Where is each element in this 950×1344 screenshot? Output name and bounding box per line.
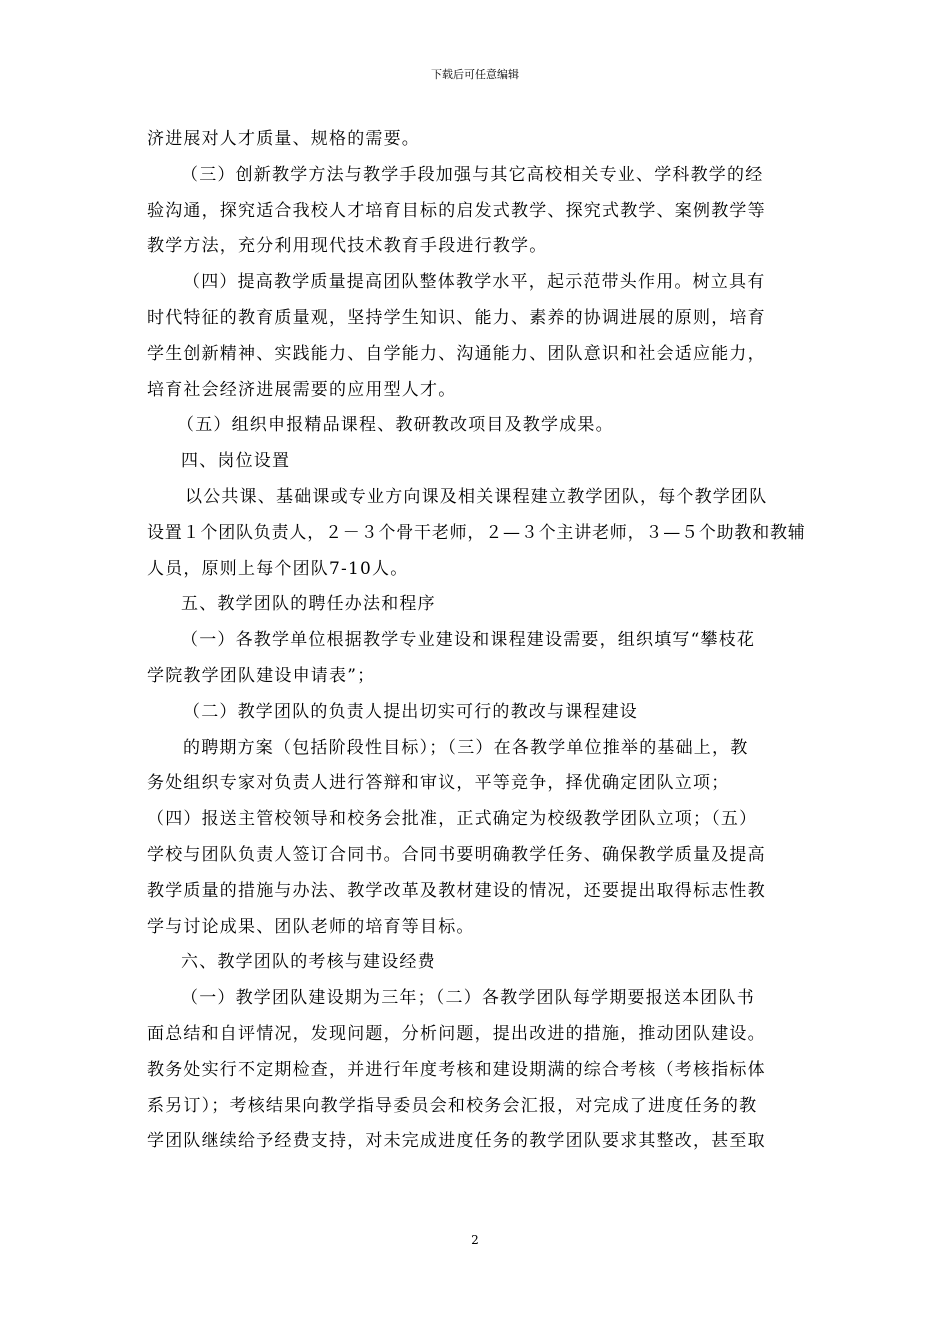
text-line: 六、教学团队的考核与建设经费 xyxy=(181,952,436,973)
text-line: 学院教学团队建设申请表”； xyxy=(147,665,376,686)
text-line: 学团队继续给予经费支持，对未完成进度任务的教学团队要求其整改，甚至取 xyxy=(147,1131,766,1152)
text-line: 人员，原则上每个团队7-10人。 xyxy=(147,558,409,579)
text-line: 验沟通，探究适合我校人才培育目标的启发式教学、探究式教学、案例教学等 xyxy=(147,200,766,221)
text-line: 培育社会经济进展需要的应用型人才。 xyxy=(147,379,457,400)
text-line: 教务处实行不定期检查，并进行年度考核和建设期满的综合考核（考核指标体 xyxy=(147,1059,766,1080)
page-number: 2 xyxy=(471,1233,479,1247)
text-line: （三）创新教学方法与教学手段加强与其它高校相关专业、学科教学的经 xyxy=(181,164,764,185)
text-line: 时代特征的教育质量观，坚持学生知识、能力、素养的协调进展的原则，培育 xyxy=(147,307,766,328)
document-body xyxy=(147,122,807,1160)
text-line: 务处组织专家对负责人进行答辩和审议，平等竞争，择优确定团队立项； xyxy=(147,773,730,794)
text-line: （一）教学团队建设期为三年；（二）各教学团队每学期要报送本团队书 xyxy=(181,988,755,1009)
text-line: 设置１个团队负责人，２－３个骨干老师，２—３个主讲老师，３—５个助教和教辅 xyxy=(147,522,806,543)
text-line: 的聘期方案（包括阶段性目标）；（三）在各教学单位推举的基础上，教 xyxy=(183,737,749,758)
text-line: （五）组织申报精品课程、教研教改项目及教学成果。 xyxy=(177,415,614,436)
text-line: 五、教学团队的聘任办法和程序 xyxy=(181,594,436,615)
text-line: 学校与团队负责人签订合同书。合同书要明确教学任务、确保教学质量及提高 xyxy=(147,844,766,865)
text-line: （二）教学团队的负责人提出切实可行的教改与课程建设 xyxy=(183,701,638,722)
text-line: 系另订）；考核结果向教学指导委员会和校务会汇报，对完成了进度任务的教 xyxy=(147,1095,758,1116)
text-line: （四）报送主管校领导和校务会批准，正式确定为校级教学团队立项；（五） xyxy=(147,809,758,830)
page-header: 下载后可任意编辑 xyxy=(431,68,519,81)
text-line: （一）各教学单位根据教学专业建设和课程建设需要，组织填写“攀枝花 xyxy=(181,630,756,651)
text-line: （四）提高教学质量提高团队整体教学水平，起示范带头作用。树立具有 xyxy=(183,272,766,293)
text-line: 教学方法，充分利用现代技术教育手段进行教学。 xyxy=(147,236,548,257)
text-line: 以公共课、基础课或专业方向课及相关课程建立教学团队，每个教学团队 xyxy=(185,486,768,507)
text-line: 面总结和自评情况，发现问题，分析问题，提出改进的措施，推动团队建设。 xyxy=(147,1023,766,1044)
text-line: 学与讨论成果、团队老师的培育等目标。 xyxy=(147,916,475,937)
text-line: 教学质量的措施与办法、教学改革及教材建设的情况，还要提出取得标志性教 xyxy=(147,880,766,901)
text-line: 济进展对人才质量、规格的需要。 xyxy=(147,129,420,149)
text-line: 学生创新精神、实践能力、自学能力、沟通能力、团队意识和社会适应能力， xyxy=(147,343,766,364)
text-line: 四、岗位设置 xyxy=(181,451,291,472)
